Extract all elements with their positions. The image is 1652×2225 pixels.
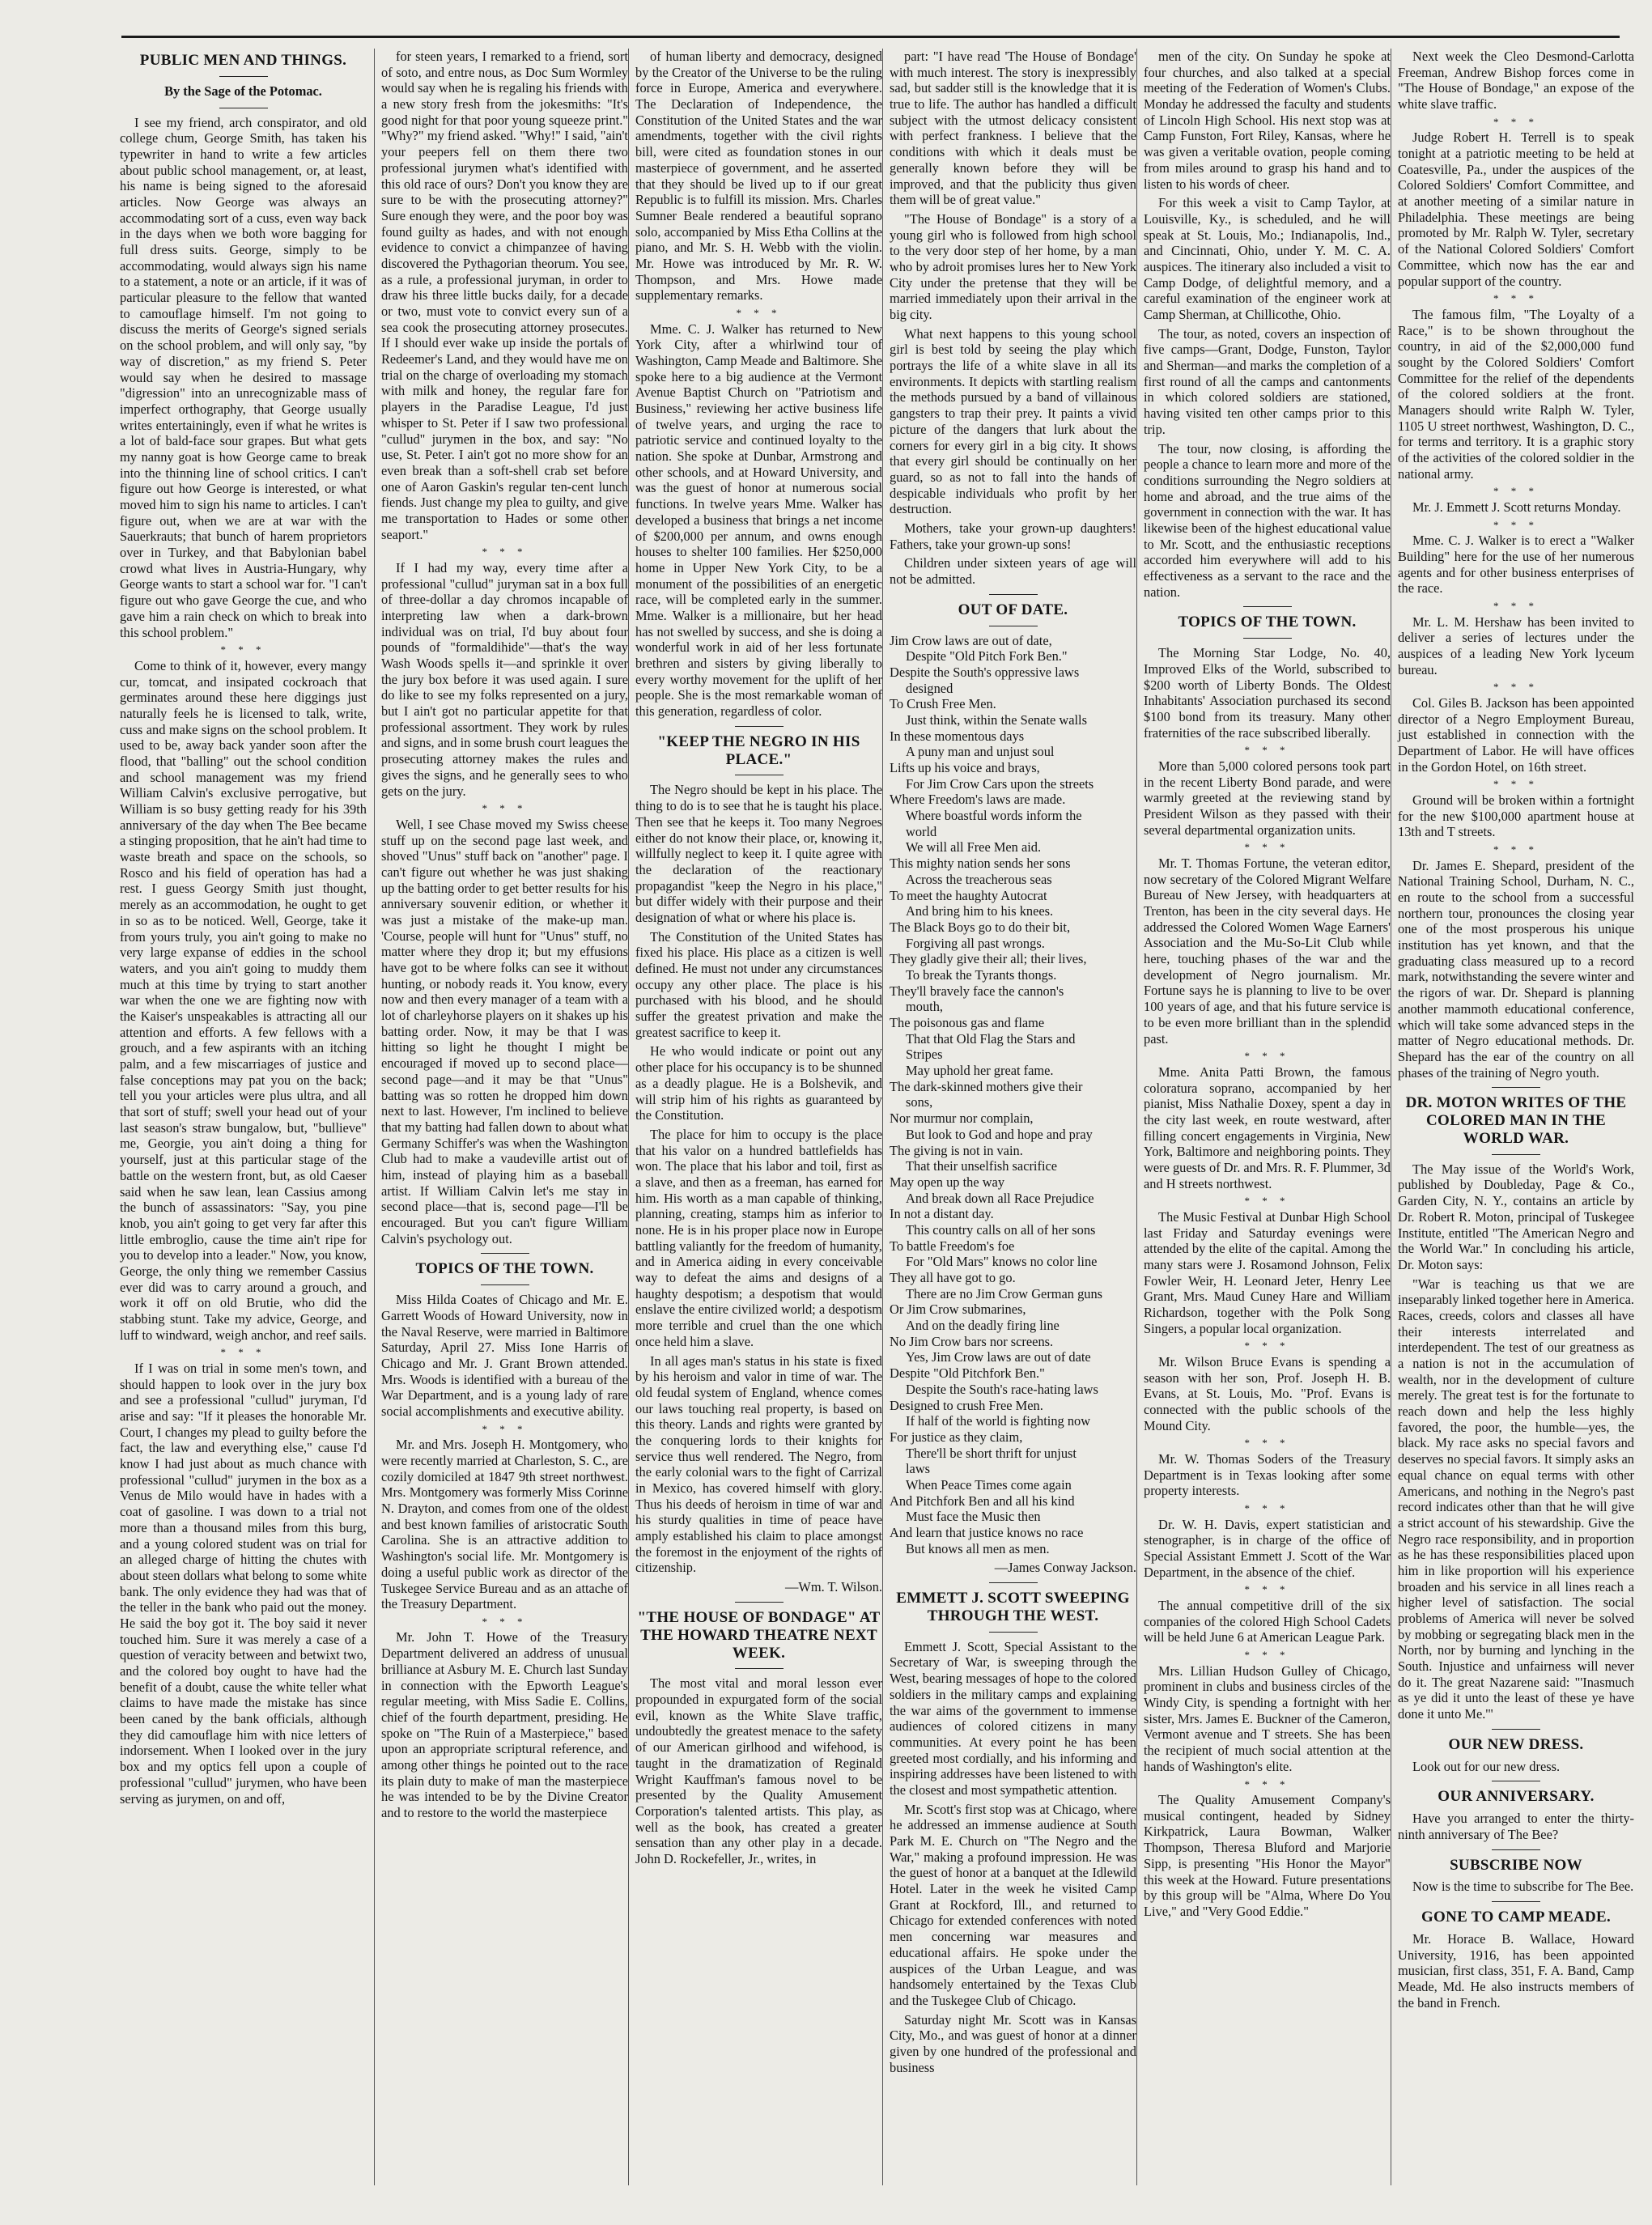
poem-line: In these momentous days	[890, 728, 1025, 744]
divider	[989, 1582, 1038, 1583]
paragraph: Have you arranged to enter the thirty-ninth anniversary of The Bee?	[1398, 1811, 1634, 1842]
paragraph: Mr. and Mrs. Joseph H. Montgomery, who were recently married at Charleston, S. C., are cozily domiciled at 1847 9th street northwest. Mrs. Montgomery was formerly Miss Corinne N. Drayton, and comes from one of the oldest and best known families of aristocratic South Carolina. She is an attractive addition to Washington's social life. Mr. Montgomery is doing a useful public work as director of the Tuskegee Service Bureau and as an attache of the Treasury Department.	[381, 1437, 628, 1612]
poem-line: They gladly give their all; their lives,	[890, 951, 1087, 967]
poem-line: And learn that justice knows no race	[890, 1525, 1084, 1541]
poem-line: To battle Freedom's foe	[890, 1238, 1015, 1254]
poem-line: And Pitchfork Ben and all his kind	[890, 1493, 1075, 1509]
separator: * * *	[482, 1615, 528, 1628]
poem-line: Or Jim Crow submarines,	[890, 1301, 1026, 1318]
column-2	[374, 49, 628, 2185]
paragraph: The famous film, "The Loyalty of a Race," is to be shown throughout the country, in aid of the $2,000,000 fund sought by the Colored Soldiers' Comfort Committee for the relief of the dependents of the colored soldiers at the front. Managers should write Ralph W. Tyler, 1105 U street northwest, Washington, D. C., for terms and territory. It is a graphic story of the activities of the colored soldier in the national army.	[1398, 306, 1634, 482]
paragraph: The tour, as noted, covers an inspection of five camps—Grant, Dodge, Funston, Taylor and Sherman—and marks the completion of a first round of all the camps and cantonments in which colored soldiers are stationed, having visited ten other camps prior to this trip.	[1144, 325, 1391, 437]
poem-line: Where boastful words inform the	[906, 808, 1082, 824]
paragraph: Children under sixteen years of age will not be admitted.	[890, 555, 1136, 587]
paragraph: The Quality Amusement Company's musical contingent, headed by Sidney Kirkpatrick, Laura Bowman, Walker Thompson, Theresa Bluford and Marjorie Sipp, is presenting "His Honor the Mayor" this week at the Howard. Future presentations by this group will be "Alma, Where Do You Live," and "Very Good Eddie."	[1144, 1792, 1391, 1919]
poem-line: And bring him to his knees.	[906, 903, 1054, 919]
paragraph: For this week a visit to Camp Taylor, at Louisville, Ky., is scheduled, and he will speak at St. Louis, Mo.; Indianapolis, Ind., and Cincinnati, Ohio, under Y. M. C. A. auspices. The itinerary also included a visit to Camp Dodge, of delightful memory, and a careful examination of the engineer work at Camp Sherman, at Chillicothe, Ohio.	[1144, 195, 1391, 322]
poem-line: There are no Jim Crow German guns	[906, 1285, 1103, 1301]
paragraph: Now is the time to subscribe for The Bee.	[1412, 1879, 1634, 1895]
paragraph: Miss Hilda Coates of Chicago and Mr. E. Garrett Woods of Howard University, now in the Naval Reserve, were married in Baltimore Saturday, April 27. Miss Ione Harris of Chicago and Mr. J. Grant Brown attended. Mrs. Woods is identified with a bureau of the War Department, and is a young lady of rare social accomplishments and executive ability.	[381, 1292, 628, 1420]
headline-emmett-scott: EMMETT J. SCOTT SWEEPING THROUGH THE WEST.	[896, 1590, 1130, 1624]
paragraph: Saturday night Mr. Scott was in Kansas City, Mo., and was guest of honor at a dinner given by one hundred of the professional and business	[890, 2011, 1136, 2075]
headline-new-dress: OUR NEW DRESS.	[1448, 1735, 1584, 1753]
column-4	[882, 49, 1136, 2185]
paragraph: The Music Festival at Dunbar High School last Friday and Saturday evenings were attended by the elite of the capital. Among the many stars were J. Rosamond Johnson, Felix Fowler Weir, H. Leonard Jeter, Henry Lee Grant, Mrs. Maud Cuney Hare and William Richardson, together with the Polk Song Singers, a popular local organization.	[1144, 1208, 1391, 1336]
paragraph: men of the city. On Sunday he spoke at four churches, and also talked at a special meeting of the Federation of Women's Clubs. Monday he addressed the faculty and students of Lincoln High School. His next stop was at Camp Funston, Fort Riley, Kansas, where he was given a veritable ovation, people coming from miles around to grasp his hand and to listen to his words of cheer.	[1144, 49, 1391, 192]
paragraph: The annual competitive drill of the six companies of the colored High School Cadets will be held June 6 at American League Park.	[1144, 1598, 1391, 1645]
paragraph: part: "I have read 'The House of Bondage' with much interest. The story is inexpressibly sad, but sadder still is the knowledge that it is true to life. The author has handled a difficult subject with the utmost delicacy consistent with perfect frankness. I believe that the conditions with which it deals must be generally known before they will be improved, and that the publicity thus given them will be of great value."	[890, 49, 1136, 208]
paragraph: Mme. Anita Patti Brown, the famous coloratura soprano, accompanied by her pianist, Miss Nathalie Doxey, spent a day in the city last week, en route westward, after filling concert engagements in Virginia, New York, Baltimore and neighboring points. They were guests of Dr. and Mrs. R. F. Plummer, 3d and H streets northwest.	[1144, 1064, 1391, 1191]
paragraph: Next week the Cleo Desmond-Carlotta Freeman, Andrew Bishop forces come in "The House of Bondage," an expose of the white slave traffic.	[1398, 49, 1634, 113]
separator: * * *	[1493, 115, 1539, 128]
paragraph: He who would indicate or point out any other place for his occupancy is to be shunned as a deadly plague. He is a Bolshevik, and will strip him of his rights as guaranteed by the Constitution.	[635, 1043, 882, 1123]
separator: * * *	[220, 643, 266, 656]
headline-topics-town-2: TOPICS OF THE TOWN.	[1178, 614, 1357, 631]
paragraph: Dr. James E. Shepard, president of the National Training School, Durham, N. C., en route to the school from a successful northern tour, pronounces the closing year one of the most prosperous his unique institution has yet known, and that the graduating class measured up to a record mark, notwithstanding the severe winter and the rigors of war. Dr. Shepard is planning another mammoth educational conference, which will take some advanced steps in the matter of Negro educational methods. Dr. Shepard has the ear of the country on all phases of the training of Negro youth.	[1398, 857, 1634, 1081]
separator: * * *	[736, 307, 782, 319]
paragraph: Mme. C. J. Walker has returned to New York City, after a whirlwind tour of Washington, Camp Meade and Baltimore. She spoke here to a big audience at the Vermont Avenue Baptist Church on "Patriotism and Business," reviewing her active business life of twelve years, and urging the race to patriotic service and continued loyalty to the nation. She spoke at Dunbar, Armstrong and other schools, and at Howard University, and was the guest of honor at numerous social functions. In twelve years Mme. Walker has developed a business that brings a net income of $200,000 per annum, and owns enough houses to shelter 100 families. Her $250,000 home in Upper New York City, to be a monument of the possibilities of an energetic race, will be completed early in the summer. Mme. Walker is a millionaire, but her head has not swelled by success, and she is doing a wonderful work in aid of her less fortunate brethren and sisters by giving liberally to every worthy movement for the uplift of her people. She is the most remarkable woman of this generation, regardless of color.	[635, 321, 882, 720]
separator: * * *	[482, 546, 528, 558]
poem-line: Across the treacherous seas	[906, 871, 1052, 887]
paragraph: The place for him to occupy is the place that his valor on a hundred battlefields has won. The place that his labor and toil, first as a slave, and then as a freeman, has earned for him. His worth as a man capable of thinking, planning, creating, stamps him as inferior to none. He is in his proper place now in Europe battling valiantly for the freedom of humanity, and in America aiding in every conceivable way to defeat the aims and designs of a haughty despotism; a despotism that would enslave the entire civilized world; a despotism more terrible and cruel than the one which once held him a slave.	[635, 1126, 882, 1349]
paragraph: What next happens to this young school girl is best told by seeing the play which portrays the life of a white slave in all its environments. It depicts with startling realism the methods pursued by a band of villainous gangsters to trap their prey. It paints a vivid picture of the dangers that lurk about the corners for every girl in a big city. It shows that every girl should be continually on her guard, so as not to fall into the hands of despicable individuals who profit by her destruction.	[890, 325, 1136, 517]
poem-line: There'll be short thrift for unjust	[906, 1445, 1077, 1461]
divider	[989, 594, 1038, 595]
poem-line: The dark-skinned mothers give their	[890, 1078, 1083, 1094]
divider	[1243, 638, 1292, 639]
poem-line: Despite "Old Pitchfork Ben."	[890, 1365, 1045, 1382]
divider	[1243, 606, 1292, 607]
separator: * * *	[1493, 292, 1539, 305]
headline-house-of-bondage: "THE HOUSE OF BONDAGE" AT THE HOWARD THEATRE NEXT WEEK.	[637, 1608, 881, 1662]
column-1	[120, 49, 367, 2185]
divider	[735, 726, 784, 727]
poem-line: Despite "Old Pitch Fork Ben."	[906, 648, 1068, 665]
poem-line: Stripes	[906, 1047, 943, 1063]
poem-line: When Peace Times come again	[906, 1476, 1072, 1493]
column-6	[1391, 49, 1634, 2185]
poem-line: Despite the South's race-hating laws	[906, 1381, 1098, 1397]
separator: * * *	[1244, 1777, 1290, 1790]
separator: * * *	[1493, 600, 1539, 612]
poem-line: For Jim Crow Cars upon the streets	[906, 775, 1094, 792]
paragraph: Mr. L. M. Hershaw has been invited to deliver a series of lectures under the auspices of a leading New York lyceum bureau.	[1398, 614, 1634, 677]
poem-line: We will all Free Men aid.	[906, 839, 1042, 856]
paragraph: Judge Robert H. Terrell is to speak tonight at a patriotic meeting to be held at Coatesville, Pa., under the auspices of the Colored Soldiers' Comfort Committee, and at another meeting of a similar nature in Philadelphia. These meetings are being promoted by Mr. Ralph W. Tyler, secretary of the National Colored Soldiers' Comfort Committee, which now has the ear and popular support of the country.	[1398, 130, 1634, 289]
poem-line: The Black Boys go to do their bit,	[890, 919, 1071, 935]
poem-line: To Crush Free Men.	[890, 696, 996, 712]
divider	[219, 76, 268, 77]
headline-keep-negro: "KEEP THE NEGRO IN HIS PLACE."	[657, 732, 860, 768]
separator: * * *	[1493, 681, 1539, 694]
headline-camp-meade: GONE TO CAMP MEADE.	[1421, 1909, 1612, 1926]
poem-line: Where Freedom's laws are made.	[890, 792, 1066, 808]
poem-line: For "Old Mars" knows no color line	[906, 1254, 1098, 1270]
poem-line: But look to God and hope and pray	[906, 1126, 1093, 1142]
signature: —Wm. T. Wilson.	[785, 1579, 882, 1595]
paragraph: Mr. Horace B. Wallace, Howard University, 1916, has been appointed musician, first class, 351, F. A. Band, Camp Meade, Md. He also instructs members of the band in French.	[1398, 1930, 1634, 2011]
poem-line: Designed to crush Free Men.	[890, 1397, 1043, 1413]
poem-line: And break down all Race Prejudice	[906, 1190, 1094, 1206]
divider	[735, 1668, 784, 1669]
poem-line: That their unselfish sacrifice	[906, 1158, 1058, 1174]
paragraph: Mme. C. J. Walker is to erect a "Walker Building" here for the use of her numerous agents and for other business enterprises of the race.	[1398, 533, 1634, 597]
poem-line: world	[906, 823, 937, 839]
paragraph: Dr. W. H. Davis, expert statistician and stenographer, is in charge of the office of Special Assistant Emmett J. Scott of the War Department, in the absence of the chief.	[1144, 1516, 1391, 1580]
poem-line: Nor murmur nor complain,	[890, 1110, 1034, 1127]
poem-line: In not a distant day.	[890, 1206, 994, 1222]
divider	[989, 1632, 1038, 1633]
poem-line: And on the deadly firing line	[906, 1318, 1060, 1334]
paragraph: Mr. Wilson Bruce Evans is spending a season with her son, Prof. Joseph H. B. Evans, at St. Louis, Mo. "Prof. Evans is connected with the public schools of the Mound City.	[1144, 1354, 1391, 1433]
signature: —James Conway Jackson.	[994, 1560, 1136, 1576]
paragraph: Mrs. Lillian Hudson Gulley of Chicago, prominent in clubs and business circles of the Windy City, is spending a fortnight with her sister, Mrs. James E. Buckner of the Cameron, Vermont avenue and T streets. She has been the recipient of much social attention at the hands of Washington's elite.	[1144, 1662, 1391, 1774]
poem-line: Yes, Jim Crow laws are out of date	[906, 1349, 1091, 1365]
divider	[1492, 1849, 1540, 1850]
paragraph: The tour, now closing, is affording the people a chance to learn more and more of the conditions surrounding the Negro soldiers at home and abroad, and the true aims of the government in connection with the war. It has likewise been of the highest educational value to Mr. Scott, and the enthusiastic receptions accorded him everywhere will add to his effectiveness as a servant to the race and the nation.	[1144, 440, 1391, 600]
poem-line: This country calls on all of her sons	[906, 1221, 1096, 1238]
divider	[1492, 1729, 1540, 1730]
paragraph: Col. Giles B. Jackson has been appointed director of a Negro Employment Bureau, just established in connection with the Department of Labor. He will have offices in the Gordon Hotel, on 16th street.	[1398, 694, 1634, 775]
separator: * * *	[1244, 1050, 1290, 1063]
poem-line: This mighty nation sends her sons	[890, 856, 1071, 872]
separator: * * *	[1244, 1195, 1290, 1208]
paragraph: "War is teaching us that we are inseparably linked together here in America. Races, creeds, colors and classes all have their interests interrelated and interdependent. The test of our greatness as a nation is not in the accumulation of wealth, nor in the development of culture merely. The great test is for the fortunate to reach down and help the less highly favored, the poor, the humble—yes, the black. My race asks no special favors and deserves no special favors. It simply asks an equal chance on equal terms with other Americans, and nothing in the Negro's past record indicates other than that he will give a strict account of his stewardship. Give the Negro race responsibility, and in proportion as he has these responsibilities placed upon him in like proportion will his experience broaden and his service in all lines reach a higher level of satisfaction. The social problems of America will never be solved by mobbing or segregating black men in the North, nor by burning and lynching in the South. Injustice and unfairness will never do it. The great Nazarene said: "'Inasmuch as ye did it unto the least of these ye have done it unto Me.'"	[1398, 1276, 1634, 1722]
separator: * * *	[1244, 1502, 1290, 1515]
separator: * * *	[1244, 1649, 1290, 1662]
separator: * * *	[1244, 841, 1290, 854]
separator: * * *	[1493, 518, 1539, 531]
separator: * * *	[1493, 843, 1539, 856]
paragraph: Mr. Scott's first stop was at Chicago, where he addressed an immense audience at South Park M. E. Church on "The Negro and the War," making a profound impression. He was the guest of honor at a banquet at the Idlewild Hotel. Later in the week he visited Camp Grant at Rockford, Ill., and returned to Chicago for extended conferences with noted men concerning war measures and educational affairs. He spoke under the auspices of the Urban League, and was handsomely entertained by the Texas Club and the Tuskegee Club of Chicago.	[890, 1801, 1136, 2008]
poem-line: No Jim Crow bars nor screens.	[890, 1333, 1054, 1349]
divider	[735, 1602, 784, 1603]
divider	[1492, 1154, 1540, 1155]
paragraph: "The House of Bondage" is a story of a young girl who is followed from high school to the very door step of her home, by a man who by adroit promises lures her to New York City under the pretense that they will be married immediately upon their arrival in the big city.	[890, 210, 1136, 322]
paragraph: Mr. W. Thomas Soders of the Treasury Department is in Texas looking after some property interests.	[1144, 1451, 1391, 1499]
poem-line: The giving is not in vain.	[890, 1142, 1023, 1158]
paragraph: Mr. John T. Howe of the Treasury Department delivered an address of unusual brilliance at Asbury M. E. Church last Sunday in connection with the Epworth League's regular meeting, with Miss Sadie E. Collins, chief of the fourth department, presiding. He spoke on "The Ruin of a Masterpiece," based upon an appropriate scriptural reference, and among other things he pointed out to the race its plain duty to make of man the masterpiece he was intended to be by the Divine Creator and to restore to the world the masterpiece	[381, 1629, 628, 1821]
divider	[1492, 1901, 1540, 1902]
headline-dr-moton: DR. MOTON WRITES OF THE COLORED MAN IN THE WORLD WAR.	[1405, 1094, 1627, 1147]
poem-line: designed	[906, 680, 953, 696]
poem-line: For justice as they claim,	[890, 1429, 1023, 1445]
poem-line: Despite the South's oppressive laws	[890, 664, 1080, 680]
paragraph: I see my friend, arch conspirator, and old college chum, George Smith, has taken his typewriter in hand to write a few articles about public school management, or, at least, his name is being signed to the aforesaid articles. Now George was always an accommodating sort of a cuss, even way back in the days when we both wore bagging for full dress suits. George, simply to be accommodating, would always sign his name to a statement, a note or an article, if it was of particular pleasure to the fellow that wanted to camouflage himself. I'm not going to discuss the merits of George's signed serials on the school problem, and will only say, "by way of discretion," as my friend S. Peter would say when he desired to massage "digression" into an unrecognizable mass of imperfect orthography, that George usually writes entertainingly, even if what he writes is a lot of bald-face sour grapes. But what gets my nanny goat is how George came to break into the thinning line of school critics. I can't figure out how George is interested, or what moved him to sign his name to articles. I can't figure out, when we are at war with the Sauerkrauts; that bunch of harem proprietors over in Turkey, and that Babylonian babel crowd what lives in Austria-Hungary, why George wants to start a school war for. "I can't figure out who gave George the cue, and who gave him a rain check on which to break into this school problem."	[120, 114, 367, 640]
poem-line: A puny man and unjust soul	[906, 744, 1055, 760]
paragraph: Look out for our new dress.	[1412, 1758, 1561, 1774]
byline: By the Sage of the Potomac.	[164, 83, 322, 99]
paragraph: The May issue of the World's Work, published by Doubleday, Page & Co., Garden City, N. Y., contains an article by Dr. Robert R. Moton, principal of Tuskegee Institute, entitled "The American Negro and the World War." In concluding his article, Dr. Moton says:	[1398, 1161, 1634, 1272]
separator: * * *	[1244, 1340, 1290, 1352]
paragraph: of human liberty and democracy, designed by the Creator of the Universe to be the ruling force in Europe, America and everywhere. The Declaration of Independence, the Constitution of the United States and the war amendments, together with the civil rights bill, were cited as foundation stones in our masterpiece of government, and he asserted that they should be lived up to if our great Republic is to fulfill its mission. Mrs. Charles Sumner Beale rendered a beautiful soprano solo, accompanied by Miss Etha Collins at the piano, and Mr. S. H. Webb with the violin. Mr. Howe was introduced by Mr. R. W. Thompson, and Mrs. Howe made supplementary remarks.	[635, 49, 882, 304]
headline-out-of-date: OUT OF DATE.	[958, 601, 1068, 618]
paragraph: Well, I see Chase moved my Swiss cheese stuff up on the second page last week, and shoved "Unus" stuff back on "another" page. I can't figure out whether he was just shaking up the batting order to get better results for his anniversary souvenir edition, or whether it was just a mistake of the make-up man. 'Course, people will hunt for "Unus" stuff, no matter where they drop it; but my effusions have got to be where folks can see it without hunting, or nobody reads it. You know, every now and then every manager of a team with a lot of charleyhorse players on it shakes up his batting order. Now, it may be that I was hitting so light he thought I might be encouraged if moved up to second place—second page—and it may be that "Unus" batting was so rotten he dropped him down next to last. However, I'm inclined to believe that my batting had fallen down to about what Germany Schiffer's was when the Washington Club had to make a vaudeville artist out of him, instead of playing him as a baseball artist. If William Calvin let's me stay in second place—that is, second page—I'll be encouraged. But you can't figure William Calvin's psychology out.	[381, 816, 628, 1246]
paragraph: The most vital and moral lesson ever propounded in expurgated form of the social evil, known as the White Slave traffic, undoubtedly the greatest menace to the safety of our American girlhood and wifehood, is taught in the dramatization of Reginald Wright Kauffman's famous novel to be presented by the Quality Amusement Corporation's talented artists. This play, as well as the book, has created a greater sensation than any other play in a decade. John D. Rockefeller, Jr., writes, in	[635, 1675, 882, 1866]
top-rule	[121, 36, 1620, 38]
headline-subscribe: SUBSCRIBE NOW	[1450, 1856, 1582, 1874]
poem-line: Jim Crow laws are out of date,	[890, 632, 1052, 648]
paragraph: The Morning Star Lodge, No. 40, Improved Elks of the World, subscribed to $200 worth of Liberty Bonds. The Oldest Inhabitants' Association purchased its second $100 bond from its treasury. Many other fraternities of the race subscribed liberally.	[1144, 645, 1391, 741]
headline-public-men: PUBLIC MEN AND THINGS.	[139, 52, 347, 69]
paragraph: for steen years, I remarked to a friend, sort of soto, and entre nous, as Doc Sum Wormley would say when he is regaling his friends with a new story fresh from the jokesmiths: "It's good night for that poor young squeeze print." "Why?" my friend asked. "Why!" I said, "ain't your peepers fell on them there two professional jurymen what's identified with this old race of ours? Don't you know they are sure to be with the prosecuting attorney?" Sure enough they were, and the poor boy was found guilty as hades, and with not enough evidence to convict a chimpanzee of having discovered the Pythagorian theorum. You see, as a rule, a professional juryman, in order to draw his three little bucks daily, for a decade or two, must vote to convict every sun of a sea cook the prosecuting attorney prosecutes. If I should ever wake up inside the portals of Redeemer's Land, and they would have me on trial on the charge of overloading my stomach with milk and honey, the regular fare for players in the Paradise League, I'd just whisper to St. Peter if I saw two professional "cullud" jurymen in the box, and say: "No use, St. Peter. I ain't got no more show for an even break than a soft-shell crab set before one of Aaron Gaskin's regular ten-cent lunch fiends. Just change my plea to guilty, and give me transportation to Hades or some other seaport."	[381, 49, 628, 542]
poem-line: laws	[906, 1461, 931, 1477]
divider	[1492, 1087, 1540, 1088]
paragraph: The Negro should be kept in his place. The thing to do is to see that he is taught his place. Then see that he keeps it. Too many Negroes either do not know their place, or, knowing it, willfully neglect to keep it. I quite agree with the declaration of the reactionary propagandist "keep the Negro in his place," but differ widely with their purpose and their designation of what or where his place is.	[635, 782, 882, 925]
column-3	[628, 49, 882, 2185]
poem	[890, 633, 1136, 1557]
column-5	[1136, 49, 1391, 2185]
poem-line: sons,	[906, 1094, 933, 1110]
paragraph: The Constitution of the United States has fixed his place. His place as a citizen is well defined. He must not under any circumstances occupy any other place. The place is his purchased with his blood, and he should suffer the greatest privation and make the greatest sacrifice to keep it.	[635, 928, 882, 1040]
poem-line: They all have got to go.	[890, 1270, 1016, 1286]
poem-line: The poisonous gas and flame	[890, 1015, 1045, 1031]
divider	[481, 1253, 529, 1254]
separator: * * *	[1493, 778, 1539, 791]
paragraph: In all ages man's status in his state is fixed by his heroism and valor in time of war. The old feudal system of England, whence comes our laws touching real property, is based on this theory. Lands and rights were granted by the conquering lords to their knights for service thus well rendered. The Negro, from the early colonial wars to the fight of Carrizal in Mexico, has covered himself with glory. Thus his deeds of heroism in time of war and his sturdy qualities in time of peace have amply established his claim to place amongst the foremost in the enjoyment of the rights of citizenship.	[635, 1352, 882, 1576]
divider	[481, 1284, 529, 1285]
poem-line: Must face the Music then	[906, 1509, 1041, 1525]
poem-line: To meet the haughty Autocrat	[890, 887, 1047, 903]
poem-line: But knows all men as men.	[906, 1540, 1050, 1556]
poem-line: mouth,	[906, 999, 943, 1015]
headline-anniversary: OUR ANNIVERSARY.	[1438, 1788, 1595, 1806]
paragraph: Emmett J. Scott, Special Assistant to the Secretary of War, is sweeping through the West, bearing messages of hope to the colored soldiers in the military camps and explaining the war aims of the government to immense audiences of colored citizens in many communities. At every point he has been greeted most cordially, and his informing and inspiring addresses have been listened to with the closest and most sympathetic attention.	[890, 1638, 1136, 1798]
poem-line: May open up the way	[890, 1174, 1005, 1190]
poem-line: Forgiving all past wrongs.	[906, 935, 1045, 951]
separator: * * *	[1493, 485, 1539, 498]
separator: * * *	[220, 1346, 266, 1359]
poem-line: Lifts up his voice and brays,	[890, 760, 1040, 776]
poem-line: May uphold her great fame.	[906, 1063, 1054, 1079]
separator: * * *	[1244, 1583, 1290, 1596]
separator: * * *	[482, 1422, 528, 1435]
separator: * * *	[1244, 1437, 1290, 1450]
paragraph: If I had my way, every time after a professional "cullud" juryman sat in a box full of three-dollar a day chromos incapable of interpreting law when a dark-brown individual was on trial, I'd buy about four pounds of "formaldihide"—that's the way Wash Woods spells it—and sprinkle it over the jury box before it was used again. I sure do like to see my folks represented on a jury, but I ain't got no particular appetite for that professional assortment. They work by rules and signs, and in some brush court leagues the prosecuting attorney makes the rules and gives the signs, and he generally sees to who gets on the jury.	[381, 559, 628, 799]
poem-line: That that Old Flag the Stars and	[906, 1030, 1076, 1047]
poem-line: To break the Tyrants thongs.	[906, 966, 1057, 983]
poem-line: Just think, within the Senate walls	[906, 711, 1087, 728]
separator: * * *	[482, 802, 528, 815]
paragraph: Come to think of it, however, every mangy cur, tomcat, and insipated cockroach that germinates around these here diggings just naturally feels he is licensed to talk, write, cuss and make signs on the school problem. It used to be, away back yander soon after the flood, that "balling" out the school condition and school management was my friend William Calvin's exclusive perrogative, but William is so busy getting ready for his 39th anniversary of the day when The Bee became a stinging proposition, that he ain't had time to waste breath and space on the schools, so Rosco and his field of operation has had a rest. I guess Georgy Smith just thought, merely as an accommodation, he ought to get in so as to be noticed. Well, George, take it from yours truly, you ain't going to make no very large expanse of eddies in the school waters, and you ain't going to muddy them much at this time by trying to start another war when the one we are fighting now with the Kaiser's unspeakables is attracting all our attention and efforts. A few fellows with a grouch, and a few aspirants with an itching palm, and a few miscarriages of justice and false conceptions may pat you on the back; tell you your articles were plus ultra, and all that sort of stuff; swell your head out of your last season's straw bungalow, but, "bullieve" me, Georgie, you ain't doing a thing for yourself, just at this particular stage of the battle on the western front, but, as old Caeser said when he saw lean, lean Cassius among the bunch of assassinators: "Say, you pine knob, you ain't going to get very far after this little embroglio, cause the time ain't ripe for you to develop into a leader." Now, you know, George, the only thing we remember Cassius ever did was to carry around a grouch, and work it off on old Brutie, who did the stabbing stunt. Take my advice, George, and luff to windward, weigh anchor, and reef sails.	[120, 657, 367, 1343]
paragraph: If I was on trial in some men's town, and should happen to look over in the jury box and see a professional "cullud" juryman, I'd arise and say: "If it pleases the honorable Mr. Court, I changes my plead to guilty before the fact, the law and everything else," cause I'd know I had just about as much chance with professional "cullud" jurymen in the box as a Venus de Milo would have in hades with a coat of gasoline. I was down to a trial not more than a thousand miles from this burg, and a young colored student was on trial for an alleged charge of hitting the chutes with about steen dollars what belong to some white bank. The only evidence they had was that of the teller in the bank who paid out the money. He said the boy got it. The boy said it never touched him. Sure it was merely a case of a question of veracity between and betwixt two, and the colored boy ought to have had the benefit of a doubt, cause the white teller what claims to have made the mistake has since been caned by the bank officials, although they did camouflage him with nice letters of indorsement. When I looked over in the jury box and my optics fell upon a couple of professional "cullud" jurymen, who have been serving as jurymen, on and off,	[120, 1360, 367, 1807]
headline-topics-town: TOPICS OF THE TOWN.	[415, 1260, 594, 1278]
poem-line: If half of the world is fighting now	[906, 1413, 1091, 1429]
separator: * * *	[1244, 744, 1290, 757]
paragraph: Mr. T. Thomas Fortune, the veteran editor, now secretary of the Colored Migrant Welfare Bureau of New Jersey, with headquarters at Trenton, has been in the city several days. He addressed the Colored Women Wage Earners' Association and the Mu-So-Lit Club while here, touching phases of the war and the development of Negro journalism. Mr. Fortune says he is planning to live to be over 100 years of age, and that his future service is to be even more brilliant than in the splendid past.	[1144, 855, 1391, 1047]
poem-line: They'll bravely face the cannon's	[890, 983, 1064, 999]
paragraph: Ground will be broken within a fortnight for the new $100,000 apartment house at 13th and T streets.	[1398, 792, 1634, 840]
paragraph: Mothers, take your grown-up daughters! Fathers, take your grown-up sons!	[890, 520, 1136, 552]
paragraph: Mr. J. Emmett J. Scott returns Monday.	[1412, 499, 1621, 515]
paragraph: More than 5,000 colored persons took part in the recent Liberty Bond parade, and were warmly greeted at the reviewing stand by President Wilson as they passed with their several departmental organization units.	[1144, 758, 1391, 838]
